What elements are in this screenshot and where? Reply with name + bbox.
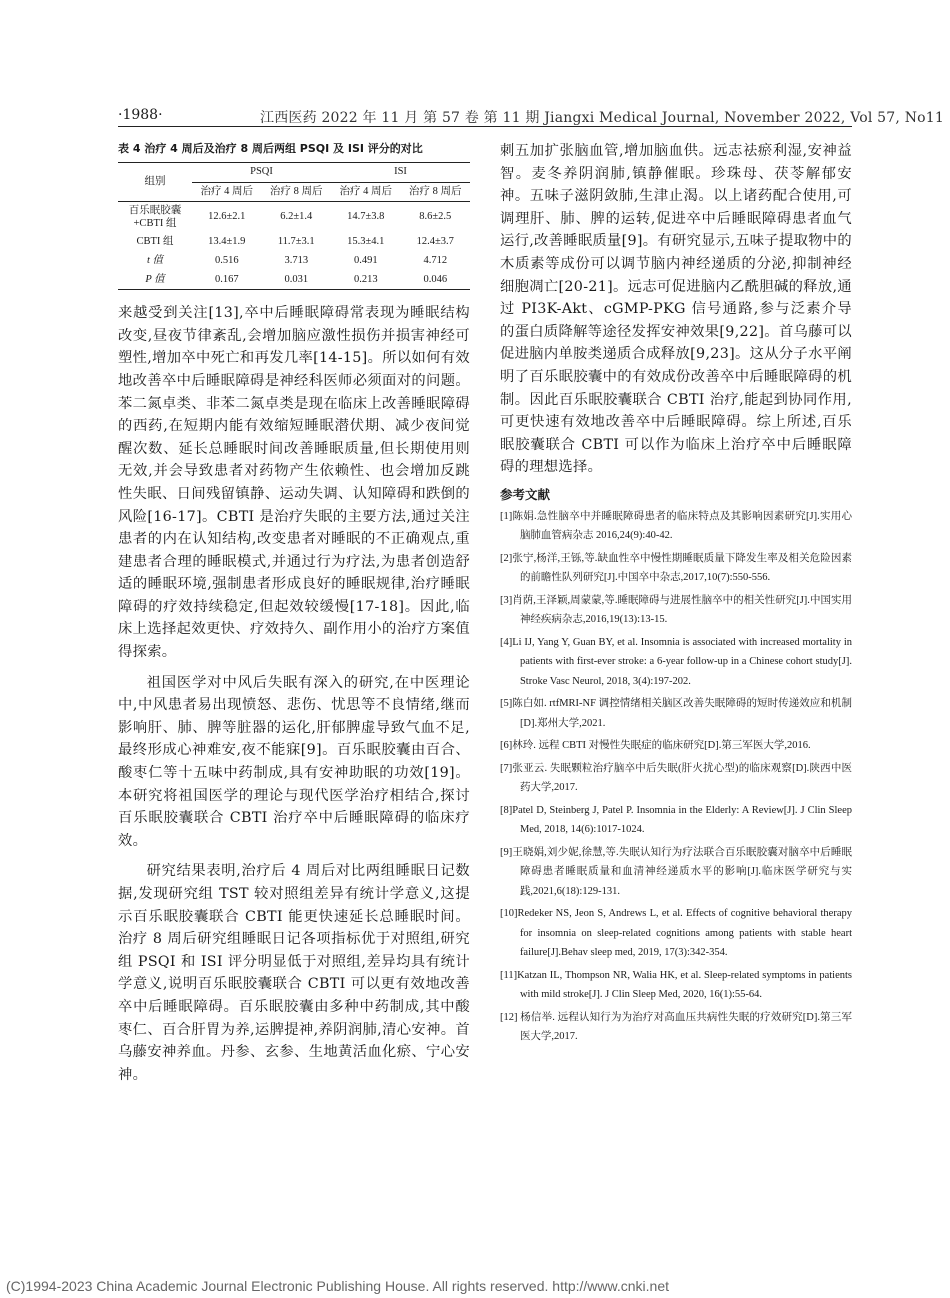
left-column — [118, 140, 470, 1086]
results-table — [118, 162, 470, 290]
table-cell: 12.6±2.1 — [208, 211, 246, 223]
table-cell: 0.213 — [331, 271, 401, 290]
reference-item: [5]陈白如. rtfMRI-NF 调控情绪相关脑区改善失眠障碍的短时传递效应和机制[D].郑州大学,2021. — [500, 698, 852, 729]
body-paragraph: 来越受到关注[13],卒中后睡眠障碍常表现为睡眠结构改变,昼夜节律紊乱,会增加脑应激性损伤并损害神经可塑性,增加卒中死亡和再发几率[14-15]。所以如何有效地改善卒中后睡眠障碍是神经科医师必须面对的问题。苯二氮卓类、非苯二氮卓类是现在临床上改善睡眠障碍的西药,在短期内能有效缩短睡眠潜伏期、减少夜间觉醒次数、延长总睡眠时间改善睡眠质量,但长期使用则无效,并会导致患者对药物产生依赖性、也会增加反跳性失眠、日间残留镇静、运动失调、认知障碍和跌倒的风险[16-17]。CBTI 是治疗失眠的主要方法,通过关注患者的内在认知结构,改变患者对睡眠的不正确观点,重建患者合理的睡眠模式,并通过行为疗法,为患者创造舒适的睡眠环境,强制患者形成良好的睡眠规律,治疗睡眠障碍的疗效持续稳定,但起效较缓慢[17-18]。因此,临床上选择起效更快、疗效持久、副作用小的治疗方案值得探索。 — [118, 305, 470, 661]
row-label: P 值 — [118, 271, 192, 290]
table-cell: 0.516 — [214, 254, 239, 266]
table-cell: 11.7±3.1 — [277, 236, 315, 248]
psqi-header: PSQI — [192, 163, 331, 183]
reference-item: [12] 杨信举. 远程认知行为为治疗对高血压共病性失眠的疗效研究[D].第三军医大学,2017. — [500, 1011, 852, 1043]
table-row — [118, 202, 470, 234]
reference-item: [10]Redeker NS, Jeon S, Andrews L, et al. Effects of cognitive behavioral therapy for insomnia on sleep-related cognitions among patients with stable heart failure[J].Behav sleep med, 2019, 17(3):342-354. — [500, 908, 852, 959]
row-label: CBTI 组 — [136, 236, 174, 248]
sub-header: 治疗 4 周后 — [192, 182, 262, 202]
table-cell: 3.713 — [284, 254, 309, 266]
reference-item: [9]王晓娟,刘少妮,徐慧,等.失眠认知行为疗法联合百乐眠胶囊对脑卒中后睡眠障碍患者睡眠质量和血清神经递质水平的影响[J].临床医学研究与实践,2021,6(18):129-131. — [500, 846, 852, 897]
sub-header: 治疗 8 周后 — [262, 182, 332, 202]
table-cell: 13.4±1.9 — [208, 236, 246, 248]
table-cell: 0.491 — [353, 254, 378, 266]
table-row — [118, 271, 470, 290]
table-cell: 0.031 — [262, 271, 332, 290]
table-cell: 0.167 — [192, 271, 262, 290]
reference-item: [7]张亚云. 失眠颗粒治疗脑卒中后失眠(肝火扰心型)的临床观察[D].陕西中医药大学,2017. — [500, 762, 852, 794]
table-row — [118, 233, 470, 252]
table-cell: 14.7±3.8 — [347, 211, 385, 223]
table-cell: 0.046 — [401, 271, 471, 290]
references-title: 参考文献 — [500, 486, 551, 502]
row-label: t 值 — [146, 254, 164, 266]
reference-item: [1]陈娟.急性脑卒中并睡眠障碍患者的临床特点及其影响因素研究[J].实用心脑肺血管病杂志 2016,24(9):40-42. — [500, 510, 852, 542]
reference-item: [4]Li IJ, Yang Y, Guan BY, et al. Insomnia is associated with increased mortality in patients with first-ever stroke: a 6-year follow-up in a Chinese cohort study[J]. Stroke Vasc Neurol, 2018, 3(4):197-202. — [500, 636, 852, 687]
table-cell: 4.712 — [423, 254, 448, 266]
table-row — [118, 252, 470, 271]
table-caption: 表 4 治疗 4 周后及治疗 8 周后两组 PSQI 及 ISI 评分的对比 — [118, 142, 423, 155]
isi-header: ISI — [331, 163, 470, 183]
reference-item: [3]肖荫,王泽颖,周蒙蒙,等.睡眠障碍与进展性脑卒中的相关性研究[J].中国实用神经疾病杂志,2016,19(13):13-15. — [500, 594, 852, 626]
right-column — [500, 140, 852, 1050]
body-paragraph: 刺五加扩张脑血管,增加脑血供。远志祛瘀利湿,安神益智。麦冬养阴润肺,镇静催眠。珍珠母、茯苓解郁安神。五味子滋阴敛肺,生津止渴。以上诸药配合使用,可调理肝、肺、脾的运转,促进卒中后睡眠障碍患者血气运行,改善睡眠质量[9]。有研究显示,五味子提取物中的木质素等成份可以调节脑内神经递质的分泌,抑制神经细胞凋亡[20-21]。远志可促进脑内乙酰胆碱的释放,通过 PI3K-Akt、cGMP-PKG 信号通路,参与泛素介导的蛋白质降解等途径发挥安神效果[9,22]。首乌藤可以促进脑内单胺类递质合成释放[9,23]。这从分子水平阐明了百乐眠胶囊中的有效成份改善卒中后睡眠障碍的机制。因此百乐眠胶囊联合 CBTI 治疗,能起到协同作用,可更快速有效地改善卒中后睡眠障碍。综上所述,百乐眠胶囊联合 CBTI 可以作为临床上治疗卒中后睡眠障碍的理想选择。 — [500, 143, 852, 476]
table-cell: 6.2±1.4 — [280, 211, 313, 223]
body-paragraph: 祖国医学对中风后失眠有深入的研究,在中医理论中,中风患者易出现愤怒、悲伤、忧思等不良情绪,继而影响肝、肺、脾等脏器的运化,肝郁脾虚导致气血不足,最终形成心神难安,夜不能寐[9]。百乐眠胶囊由百合、酸枣仁等十五味中药制成,具有安神助眠的功效[19]。本研究将祖国医学的理论与现代医学治疗相结合,探讨百乐眠胶囊联合 CBTI 治疗卒中后睡眠障碍的临床疗效。 — [118, 674, 470, 849]
reference-item: [2]张宁,杨洋,王铄,等.缺血性卒中慢性期睡眠质量下降发生率及相关危险因素的前瞻性队列研究[J].中国卒中杂志,2017,10(7):550-556. — [500, 552, 852, 584]
table-cell: 8.6±2.5 — [419, 211, 452, 223]
page-number: ·1988· — [118, 107, 163, 123]
footer-text: (C)1994-2023 China Academic Journal Electronic Publishing House. All rights reserved. http://www.cnki.net — [6, 1278, 669, 1294]
reference-list — [500, 507, 852, 1047]
running-header — [118, 104, 944, 126]
table-cell: 12.4±3.7 — [416, 236, 454, 248]
reference-item: [8]Patel D, Steinberg J, Patel P. Insomnia in the Elderly: A Review[J]. J Clin Sleep Med, 2018, 14(6):1017-1024. — [500, 804, 852, 836]
body-paragraph: 研究结果表明,治疗后 4 周后对比两组睡眠日记数据,发现研究组 TST 较对照组差异有统计学意义,这提示百乐眠胶囊联合 CBTI 能更快速延长总睡眠时间。治疗 8 周后研究组睡眠日记各项指标优于对照组,研究组 PSQI 和 ISI 评分明显低于对照组,差异均具有统计学意义,说明百乐眠胶囊联合 CBTI 可以更有效地改善卒中后睡眠障碍。百乐眠胶囊由多种中药制成,其中酸枣仁、百合肝胃为养,运脾提神,养阴润肺,清心安神。首乌藤安神养血。丹参、玄参、生地黄活血化瘀、宁心安神。 — [118, 863, 470, 1083]
group-header: 组别 — [118, 163, 192, 202]
table-cell: 15.3±4.1 — [347, 236, 385, 248]
reference-item: [11]Katzan IL, Thompson NR, Walia HK, et al. Sleep-related symptoms in patients with mild stroke[J]. J Clin Sleep Med, 2020, 16(1):55-64. — [500, 969, 852, 1001]
row-label: 百乐眠胶囊+CBTI 组 — [128, 205, 182, 229]
header-rule — [118, 126, 852, 127]
sub-header: 治疗 8 周后 — [401, 182, 471, 202]
sub-header: 治疗 4 周后 — [331, 182, 401, 202]
journal-running-title: 江西医药 2022 年 11 月 第 57 卷 第 11 期 Jiangxi Medical Journal, November 2022, Vol 57, No11 — [260, 110, 944, 126]
reference-item: [6]林玲. 远程 CBTI 对慢性失眠症的临床研究[D].第三军医大学,2016. — [500, 740, 811, 752]
